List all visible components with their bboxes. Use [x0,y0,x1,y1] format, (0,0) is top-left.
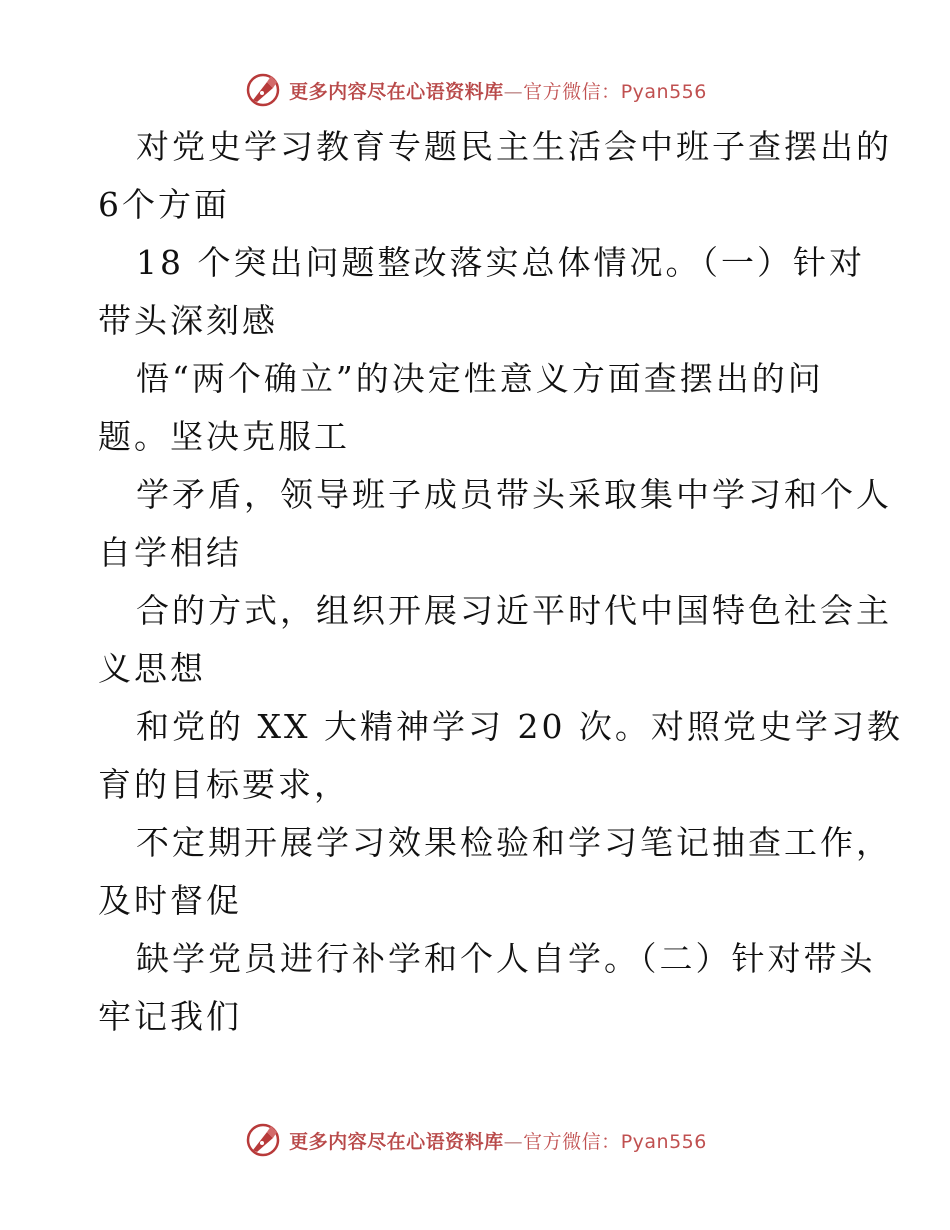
footer-banner-official: 官方微信： [523,1130,621,1153]
footer-banner [0,1118,950,1162]
footer-banner-wechat: Pyan556 [620,1130,707,1153]
body-line: 18 个突出问题整改落实总体情况。（一）针对 [136,243,865,282]
body-line: 牢记我们 [98,997,242,1036]
body-line: 6个方面 [98,185,230,224]
body-line: 对党史学习教育专题民主生活会中班子查摆出的 [136,127,892,166]
body-line: 及时督促 [98,881,242,920]
body-line: 题。坚决克服工 [98,417,350,456]
pen-nib-logo-icon [243,1120,283,1160]
body-line: 带头深刻感 [98,301,278,340]
footer-banner-text [289,1127,707,1154]
header-banner [0,68,950,112]
pen-nib-logo-icon [243,70,283,110]
body-line: 不定期开展学习效果检验和学习笔记抽查工作， [136,823,892,862]
body-line: 合的方式，组织开展习近平时代中国特色社会主 [136,591,892,630]
body-line: 悟“两个确立”的决定性意义方面查摆出的问 [136,359,824,398]
document-body [98,118,903,1046]
header-banner-wechat: Pyan556 [620,80,707,103]
header-banner-dash: — [503,80,524,103]
footer-banner-main: 更多内容尽在心语资料库 [289,1130,504,1153]
body-line: 和党的 XX 大精神学习 20 次。对照党史学习教 [136,707,903,746]
body-line: 育的目标要求， [98,765,350,804]
body-line: 缺学党员进行补学和个人自学。（二）针对带头 [136,939,876,978]
header-banner-text [289,77,707,104]
header-banner-main: 更多内容尽在心语资料库 [289,80,504,103]
body-line: 学矛盾，领导班子成员带头采取集中学习和个人 [136,475,892,514]
body-line: 自学相结 [98,533,242,572]
body-line: 义思想 [98,649,206,688]
footer-banner-dash: — [503,1130,524,1153]
header-banner-official: 官方微信： [523,80,621,103]
